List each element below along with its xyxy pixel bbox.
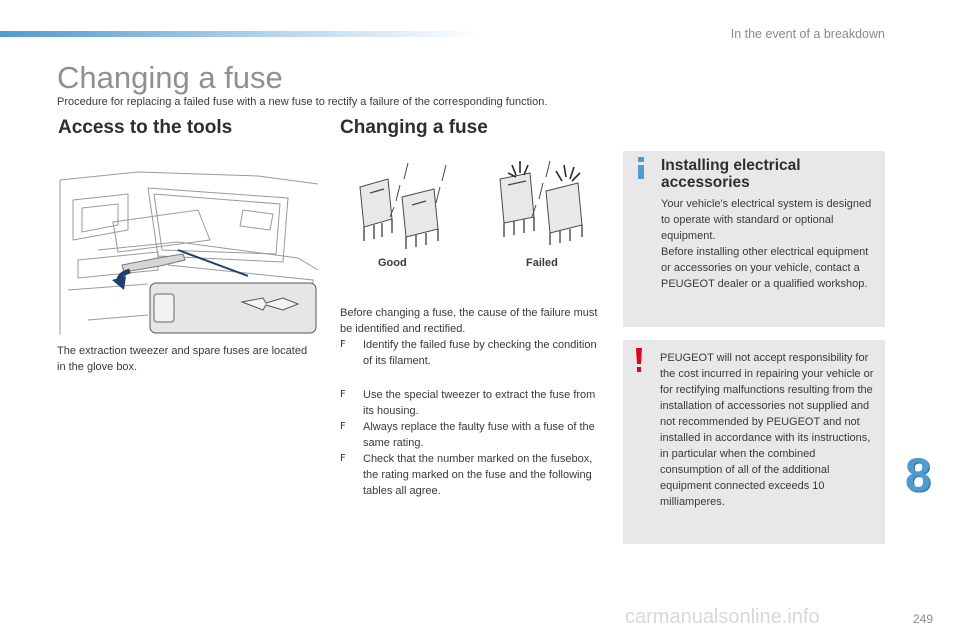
fuse-intro: Before changing a fuse, the cause of the failure must be identified and rectified. xyxy=(340,307,598,335)
fuse-illustration xyxy=(350,157,600,257)
list-item xyxy=(340,337,605,369)
tools-text: The extraction tweezer and spare fuses are located in the glove box. xyxy=(57,345,308,373)
fuse-good-label: Good xyxy=(378,257,407,269)
list-item xyxy=(340,387,605,419)
header-accent-bar xyxy=(0,31,480,37)
step-text: Check that the number marked on the fusebox, the rating marked on the fuse and the following tables all agree. xyxy=(363,453,593,497)
section-label: In the event of a breakdown xyxy=(730,27,885,41)
fuse-instructions xyxy=(340,305,605,499)
glovebox-illustration xyxy=(58,170,320,340)
info-icon xyxy=(634,157,648,179)
bullet-marker: F xyxy=(340,421,346,432)
page-number: 249 xyxy=(913,612,934,626)
list-item xyxy=(340,419,605,451)
bullet-marker: F xyxy=(340,453,346,464)
info-title: Installing electrical accessories xyxy=(661,157,801,191)
info-body xyxy=(661,196,876,292)
fuse-failed-label: Failed xyxy=(526,257,558,269)
warning-text: PEUGEOT will not accept responsibility for the cost incurred in repairing your vehicle or for rectifying malfunctions resulting from the installation of accessories not supplied and not recommended by PEUGEOT and not installed in accordance with its instructions, in particular when the combined consumption of all of the additional equipment connected exceeds 10 milliamperes. xyxy=(660,352,874,508)
watermark: carmanualsonline.info xyxy=(625,606,820,628)
step-text: Always replace the faulty fuse with a fuse of the same rating. xyxy=(363,421,595,449)
tools-heading: Access to the tools xyxy=(58,117,233,138)
step-text: Use the special tweezer to extract the fuse from its housing. xyxy=(363,389,596,417)
step-text: Identify the failed fuse by checking the condition of its filament. xyxy=(363,339,597,367)
chapter-number: 8 xyxy=(905,448,932,501)
page-title: Changing a fuse xyxy=(57,60,283,95)
page-intro: Procedure for replacing a failed fuse with a new fuse to rectify a failure of the corresponding function. xyxy=(57,96,548,108)
bullet-marker: F xyxy=(340,339,346,350)
info-paragraph: Before installing other electrical equipment or accessories on your vehicle, contact a PEUGEOT dealer or a qualified workshop. xyxy=(661,246,869,290)
list-item xyxy=(340,451,605,499)
bullet-marker: F xyxy=(340,389,346,400)
info-paragraph: Your vehicle's electrical system is designed to operate with standard or optional equipment. xyxy=(661,198,872,242)
fuse-heading: Changing a fuse xyxy=(340,117,488,138)
warning-icon xyxy=(634,348,644,372)
